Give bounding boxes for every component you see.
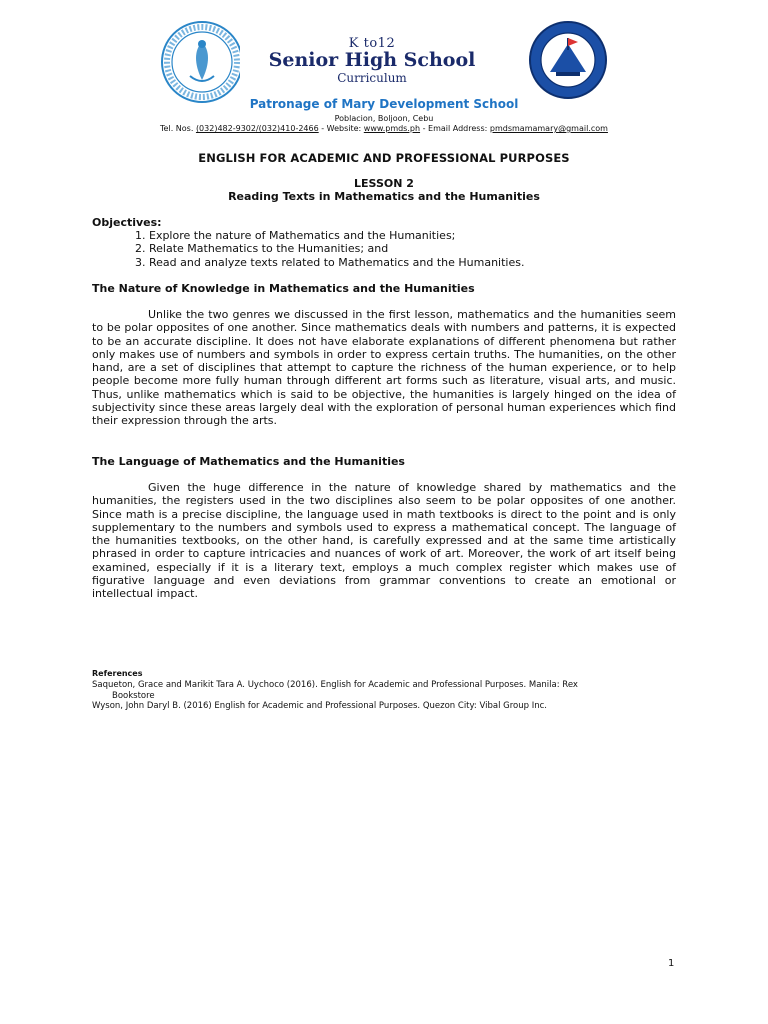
reference-text: Saqueton, Grace and Marikit Tara A. Uychoco (2016). English for Academic and Professional Purposes. Manila: Rex [92,680,578,690]
objective-item: 1. Explore the nature of Mathematics and the Humanities; [135,229,456,242]
excellence-seal-logo [528,20,608,100]
reference-text: Wyson, John Daryl B. (2016) English for Academic and Professional Purposes. Quezon City: Vibal Group Inc. [92,701,547,711]
website-link[interactable]: www.pmds.ph [363,124,421,133]
tel-label: Tel. Nos. [160,124,194,133]
email-label: - Email Address: [422,124,488,133]
objective-item: 3. Read and analyze texts related to Mathematics and the Humanities. [135,256,525,269]
banner-senior-high-school: Senior High School [268,49,476,71]
school-address: Poblacion, Boljoon, Cebu [334,114,434,123]
lesson-number: LESSON 2 [354,177,414,190]
tel-numbers: (032)482-9302/(032)410-2466 [195,124,319,133]
email-link[interactable]: pmdsmamamary@gmail.com [489,124,608,133]
references-heading: References [92,669,143,678]
lesson-title: Reading Texts in Mathematics and the Humanities [228,190,540,203]
website-label: - Website: [321,124,362,133]
section-body-nature: Unlike the two genres we discussed in the first lesson, mathematics and the humanities seem to be polar opposites of one another. Since mathematics deals with numbers and patterns, it is expected to be an accurate discipline. It does not have elaborate explanations of different phenomena but rather only makes use of numbers and symbols in order to express certain truths. The humanities, on the other hand, are a set of disciplines that attempt to capture the richness of the human experience, or to help people become more fully human through different art forms such as literature, visual arts, and music. Thus, unlike mathematics which is said to be objective, the humanities is largely hinged on the idea of subjectivity since these areas largely deal with the exploration of personal human experiences which find their expression through the arts. [92,308,676,428]
section-heading-nature: The Nature of Knowledge in Mathematics and the Humanities [92,282,475,295]
page-number: 1 [668,958,675,969]
course-title: ENGLISH FOR ACADEMIC AND PROFESSIONAL PURPOSES [198,151,570,165]
objective-item: 2. Relate Mathematics to the Humanities; and [135,242,389,255]
school-seal-logo [160,20,244,104]
section-heading-language: The Language of Mathematics and the Humanities [92,455,405,468]
section-body-language: Given the huge difference in the nature of knowledge shared by mathematics and the humanities, the registers used in the two disciplines also seem to be polar opposites of one another. Since math is a precise discipline, the language used in math textbooks is direct to the point and is only supplementary to the numbers and symbols used to express a mathematical concept. The language of the humanities textbooks, on the other hand, is carefully expressed and at the same time artistically phrased in order to capture intricacies and nuances of work of art. Moreover, the work of art itself being examined, especially if it is a literary text, employs a much complex register which makes use of figurative language and even deviations from grammar conventions to create an emotional or intellectual impact. [92,481,676,601]
reference-item [92,701,676,712]
banner-curriculum: Curriculum [337,71,407,85]
school-contacts [0,124,768,133]
school-name: Patronage of Mary Development School [249,97,519,111]
reference-item [92,680,676,701]
objectives-heading: Objectives: [92,216,162,229]
k12-senior-high-banner [240,36,504,86]
reference-continuation: Bookstore [112,690,155,701]
banner-k12: K to12 [348,36,396,51]
